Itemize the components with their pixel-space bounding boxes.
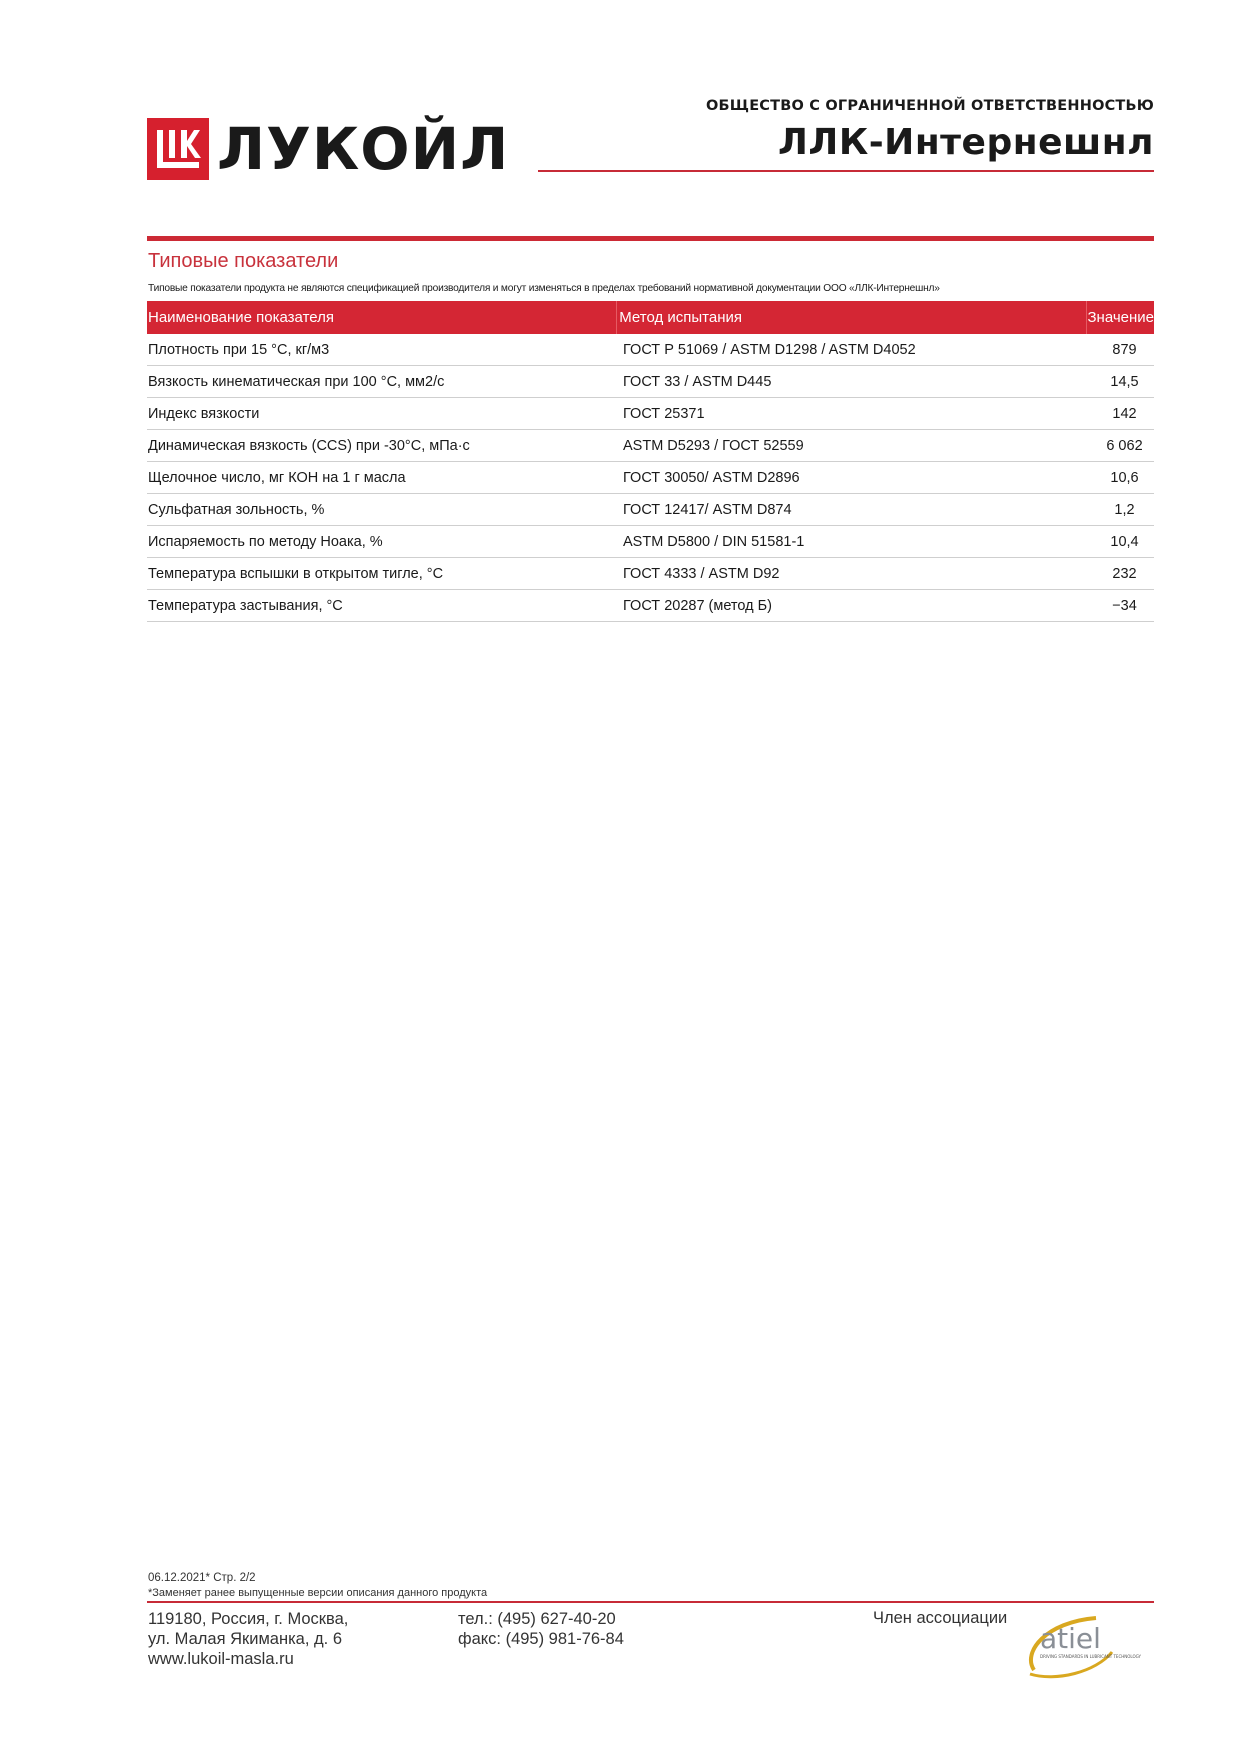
cell-method: ГОСТ Р 51069 / ASTM D1298 / ASTM D4052 <box>623 341 916 358</box>
cell-name: Динамическая вязкость (CCS) при -30°С, мПа·с <box>148 437 470 454</box>
section-top-bar <box>147 236 1154 241</box>
cell-value: 142 <box>1112 405 1137 422</box>
cell-name: Температура вспышки в открытом тигле, °С <box>148 565 444 582</box>
footer-divider <box>147 1601 1154 1603</box>
header-method: Метод испытания <box>616 301 1086 334</box>
header-name: Наименование показателя <box>148 309 334 326</box>
company-legal-form: ОБЩЕСТВО С ОГРАНИЧЕННОЙ ОТВЕТСТВЕННОСТЬЮ <box>706 98 1154 114</box>
properties-table <box>147 301 1154 622</box>
table-header <box>147 301 1154 334</box>
cell-method: ГОСТ 20287 (метод Б) <box>623 597 772 614</box>
phone-number: тел.: (495) 627-40-20 <box>458 1610 616 1628</box>
website-link[interactable]: www.lukoil-masla.ru <box>148 1650 294 1668</box>
cell-value: −34 <box>1112 597 1137 614</box>
table-row <box>147 462 1154 494</box>
disclaimer-text: Типовые показатели продукта не являются спецификацией производителя и могут изменяться в пределах требований нормативной документации ООО «ЛЛК-Интернешнл» <box>148 283 940 294</box>
table-row <box>147 366 1154 398</box>
table-row <box>147 398 1154 430</box>
table-row <box>147 558 1154 590</box>
section-title: Типовые показатели <box>148 250 339 272</box>
cell-name: Щелочное число, мг КОН на 1 г масла <box>148 469 406 486</box>
lukoil-mark-icon <box>147 118 209 180</box>
lukoil-logo <box>147 115 510 183</box>
cell-method: ГОСТ 30050/ ASTM D2896 <box>623 469 800 486</box>
cell-method: ГОСТ 33 / ASTM D445 <box>623 373 772 390</box>
footer-note: *Заменяет ранее выпущенные версии описания данного продукта <box>148 1587 488 1599</box>
cell-name: Сульфатная зольность, % <box>148 501 325 518</box>
cell-method: ГОСТ 4333 / ASTM D92 <box>623 565 780 582</box>
address-line-1: 119180, Россия, г. Москва, <box>148 1610 349 1628</box>
logo-text: ЛУКОЙЛ <box>217 115 510 183</box>
atiel-tagline: DRIVING STANDARDS IN LUBRICANT TECHNOLOGY <box>1040 1654 1141 1659</box>
atiel-logo <box>1016 1612 1141 1682</box>
cell-name: Вязкость кинематическая при 100 °С, мм2/с <box>148 373 445 390</box>
cell-value: 10,4 <box>1110 533 1139 550</box>
cell-value: 14,5 <box>1110 373 1139 390</box>
address-line-2: ул. Малая Якиманка, д. 6 <box>148 1630 342 1648</box>
cell-name: Температура застывания, °С <box>148 597 343 614</box>
cell-name: Плотность при 15 °С, кг/м3 <box>148 341 330 358</box>
footer-address <box>148 1609 348 1669</box>
table-row <box>147 334 1154 366</box>
table-row <box>147 526 1154 558</box>
header-divider <box>538 170 1154 172</box>
cell-value: 10,6 <box>1110 469 1139 486</box>
cell-value: 1,2 <box>1114 501 1135 518</box>
table-body <box>147 334 1154 622</box>
association-member-label: Член ассоциации <box>873 1609 1008 1627</box>
header-value: Значение <box>1086 301 1154 334</box>
footer-contacts <box>458 1609 624 1649</box>
fax-number: факс: (495) 981-76-84 <box>458 1630 624 1648</box>
footer-date-page: 06.12.2021* Стр. 2/2 <box>148 1572 256 1584</box>
cell-name: Испаряемость по методу Ноака, % <box>148 533 383 550</box>
company-name: ЛЛК-Интернешнл <box>778 122 1154 163</box>
atiel-wordmark: atiel <box>1040 1622 1101 1655</box>
cell-value: 232 <box>1112 565 1137 582</box>
table-row <box>147 494 1154 526</box>
table-row <box>147 430 1154 462</box>
cell-method: ASTM D5293 / ГОСТ 52559 <box>623 437 804 454</box>
cell-value: 6 062 <box>1106 437 1143 454</box>
cell-method: ASTM D5800 / DIN 51581-1 <box>623 533 805 550</box>
cell-value: 879 <box>1112 341 1137 358</box>
cell-method: ГОСТ 25371 <box>623 405 705 422</box>
cell-method: ГОСТ 12417/ ASTM D874 <box>623 501 792 518</box>
cell-name: Индекс вязкости <box>148 405 260 422</box>
table-row <box>147 590 1154 622</box>
